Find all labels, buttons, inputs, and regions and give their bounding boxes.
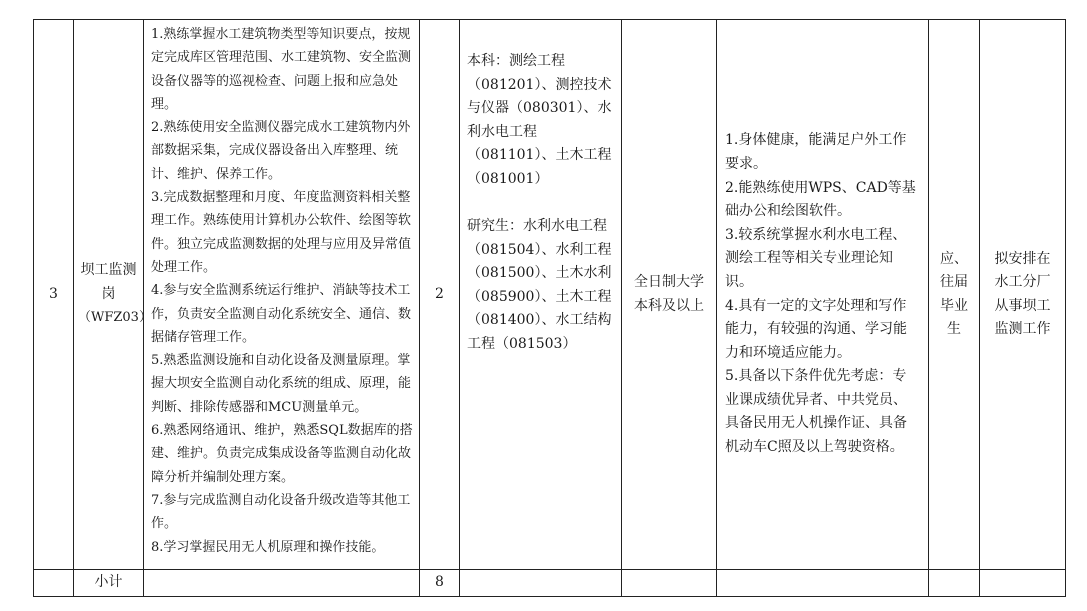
duty-item: 8.学习掌握民用无人机原理和操作技能。: [151, 539, 385, 555]
requirement-item: 5.具备以下条件优先考虑：专业课成绩优异者、中共党员、具备民用无人机操作证、具备机动车C照及以上驾驶资格。: [725, 368, 907, 456]
recruitment-table: [33, 19, 1066, 597]
position-cell: [74, 20, 152, 570]
empty-cell: [929, 570, 980, 597]
empty-cell: [34, 570, 74, 597]
duty-item: 2.熟练使用安全监测仪器完成水工建筑物内外部数据采集，完成仪器设备出入库整理、统计、维护、保养工作。: [151, 120, 411, 182]
hire-count: 2: [420, 20, 460, 570]
duty-item: 3.完成数据整理和月度、年度监测资料相关整理工作。熟练使用计算机办公软件、绘图等软件。独立完成监测数据的处理与应用及异常值处理工作。: [151, 190, 412, 275]
duties-cell: [144, 20, 420, 570]
duty-item: 5.熟悉监测设施和自动化设备及测量原理。掌握大坝安全监测自动化系统的组成、原理，能判断、排除传感器和MCU测量单元。: [151, 353, 412, 415]
subtotal-count: 8: [420, 570, 460, 597]
duty-item: 7.参与完成监测自动化设备升级改造等其他工作。: [151, 492, 411, 532]
placement: 拟安排在水工分厂从事坝工监测工作: [980, 20, 1066, 570]
position-name: 坝工监测岗: [80, 262, 137, 302]
empty-cell: [980, 570, 1066, 597]
subtotal-label: 小计: [74, 570, 144, 597]
duty-item: 1.熟练掌握水工建筑物类型等知识要点，按规定完成库区管理范围、水工建筑物、安全监测设备仪器等的巡视检查、问题上报和应急处理。: [151, 27, 412, 112]
spacer: [467, 191, 615, 215]
empty-cell: [144, 570, 420, 597]
empty-cell: [460, 570, 622, 597]
major-grad: 研究生：水利水电工程（081504）、水利工程（081500）、土木水利（085900）、土木工程（081400）、水工结构工程（081503）: [467, 218, 612, 352]
major-undergrad: 本科：测绘工程（081201）、测控技术与仪器（080301）、水利水电工程（081101）、土木工程（081001）: [467, 53, 612, 187]
requirement-item: 2.能熟练使用WPS、CAD等基础办公和绘图软件。: [725, 179, 916, 220]
subtotal-row: [34, 570, 1066, 597]
requirements-cell: [717, 20, 929, 570]
requirement-item: 1.身体健康，能满足户外工作要求。: [725, 132, 907, 172]
duty-item: 6.熟悉网络通讯、维护，熟悉SQL数据库的搭建、维护。负责完成集成设备等监测自动化故障分析并编制处理方案。: [151, 423, 413, 485]
major-cell: [460, 20, 622, 570]
position-code: （WFZ03）: [78, 310, 152, 326]
row-index: 3: [34, 20, 74, 570]
education-level: 全日制大学本科及以上: [622, 20, 717, 570]
requirement-item: 4.具有一定的文字处理和写作能力，有较强的沟通、学习能力和环境适应能力。: [725, 297, 907, 361]
empty-cell: [717, 570, 929, 597]
table-row: [34, 20, 1066, 570]
requirement-item: 3.较系统掌握水利水电工程、测绘工程等相关专业理论知识。: [725, 226, 907, 290]
empty-cell: [622, 570, 717, 597]
duty-item: 4.参与安全监测系统运行维护、消缺等技术工作，负责安全监测自动化系统安全、通信、数据储存管理工作。: [151, 283, 412, 345]
graduate-type: 应、往届毕业生: [929, 20, 980, 570]
